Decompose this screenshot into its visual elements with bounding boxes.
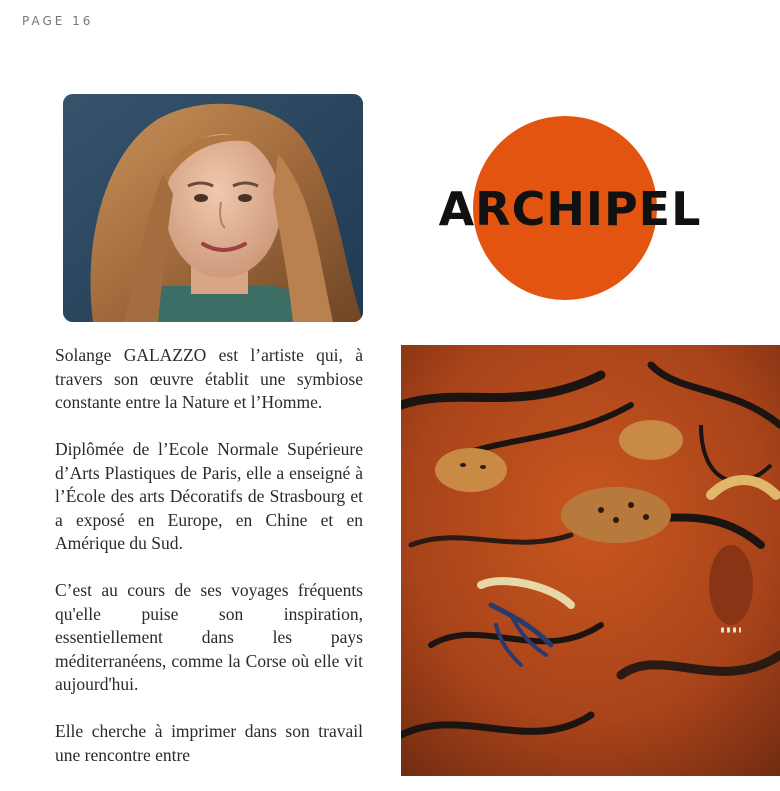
artist-biography (55, 344, 363, 791)
page-number: PAGE 16 (22, 14, 94, 28)
archipel-logo (425, 112, 715, 304)
bio-paragraph: C’est au cours de ses voyages fréquents qu'elle puise son inspiration, essentiellement dans les pays méditerranéens, comme la Corse où elle vit aujourd'hui. (55, 580, 363, 694)
bio-paragraph: Diplômée de l’Ecole Normale Supérieure d’Arts Plastiques de Paris, elle a enseigné à l’École des arts Décoratifs de Strasbourg et a exposé en Europe, en Chine et en Amérique du Sud. (55, 439, 363, 553)
bio-paragraph: Solange GALAZZO est l’artiste qui, à travers son œuvre établit une symbiose constante entre la Nature et l’Homme. (55, 345, 363, 412)
bio-paragraph: Elle cherche à imprimer dans son travail une rencontre entre (55, 721, 363, 765)
logo-wordmark: ARCHIPEL (438, 182, 702, 236)
artist-portrait (63, 94, 363, 322)
artwork-painting (401, 345, 780, 776)
